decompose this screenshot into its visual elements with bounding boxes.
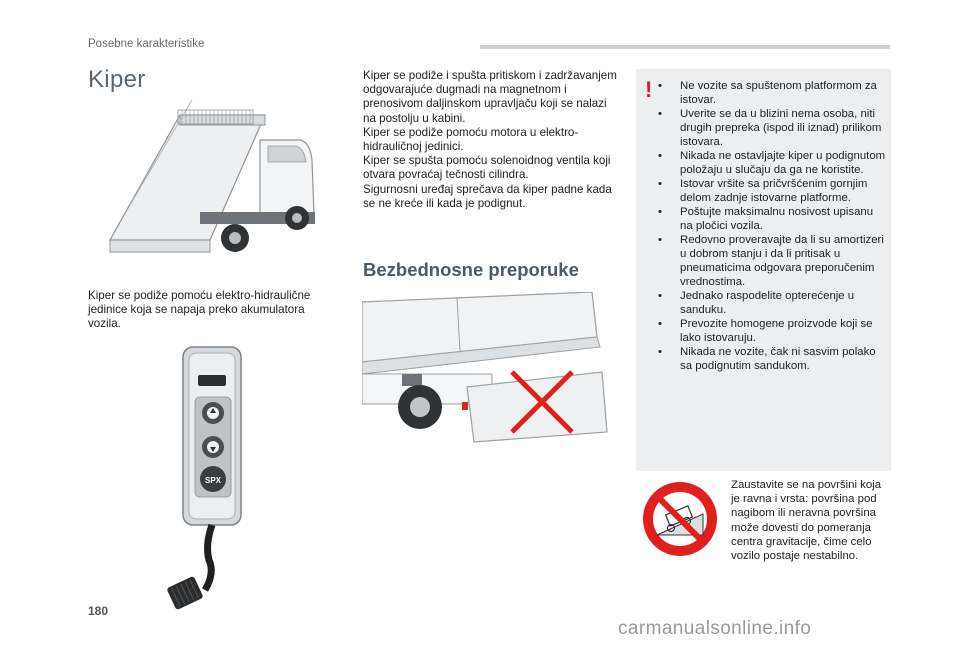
bullet-icon: • bbox=[658, 178, 662, 190]
list-item bbox=[656, 205, 888, 233]
watermark: carmanualsonline.info bbox=[618, 618, 812, 639]
description-paragraph: Sigurnosni uređaj sprečava da kiper padne kada se ne kreće ili kada je podignut. bbox=[363, 182, 612, 210]
tipper-description bbox=[363, 69, 618, 211]
header-divider bbox=[480, 45, 890, 49]
warning-text: Poštujte maksimalnu nosivost upisanu na pločici vozila. bbox=[680, 206, 874, 232]
bullet-icon: • bbox=[658, 346, 662, 358]
page-title: Kiper bbox=[88, 66, 146, 93]
description-paragraph: Kiper se podiže i spušta pritiskom i zadržavanjem odgovarajuće dugmadi na magnetnom i prenosivom daljinskom upravljaču koji se nalazi na postolju u kabini. bbox=[363, 69, 617, 125]
bullet-icon: • bbox=[658, 150, 662, 162]
bullet-icon: • bbox=[658, 80, 662, 92]
bullet-icon: • bbox=[658, 318, 662, 330]
bullet-icon: • bbox=[658, 234, 662, 246]
list-item bbox=[656, 233, 888, 289]
section-header: Posebne karakteristike bbox=[88, 38, 205, 50]
list-item bbox=[656, 289, 888, 317]
tipper-caption: Kiper se podiže pomoću elektro-hidraulične jedinice koja se napaja preko akumulatora vozila. bbox=[88, 289, 311, 331]
list-item bbox=[656, 317, 888, 345]
safety-warning-list bbox=[656, 79, 888, 373]
list-item bbox=[656, 107, 888, 149]
description-paragraph: Kiper se spušta pomoću solenoidnog ventila koji otvara povraćaj tečnosti cilindra. bbox=[363, 154, 611, 182]
slope-note: Zaustavite se na površini koja je ravna i vrsta: površina pod nagibom ili neravna površina može dovesti do pomeranja centra gravitacije, čime celo vozilo postaje nestabilno. bbox=[731, 479, 882, 563]
bullet-icon: • bbox=[658, 108, 662, 120]
description-paragraph: Kiper se podiže pomoću motora u elektro-hidrauličnoj jedinici. bbox=[363, 125, 579, 154]
warning-text: Redovno proveravajte da li su amortizeri u dobrom stanju i da li pritisak u pneumaticima odgovara preporučenim vrednostima. bbox=[680, 234, 884, 288]
list-item bbox=[656, 149, 888, 177]
warning-text: Jednako raspodelite opterećenje u sanduku. bbox=[680, 290, 855, 316]
tipper-truck-illustration bbox=[100, 100, 325, 270]
safety-heading: Bezbednosne preporuke bbox=[363, 259, 579, 280]
warning-text: Uverite se da u blizini nema osoba, niti drugih prepreka (ispod ili iznad) prilikom istovara. bbox=[680, 108, 882, 148]
bullet-icon: • bbox=[658, 290, 662, 302]
remote-brand-label: SPX bbox=[204, 476, 222, 485]
warning-text: Nikada ne ostavljajte kiper u podignutom položaju u slučaju da ga ne koristite. bbox=[680, 150, 886, 176]
incorrect-usage-illustration bbox=[362, 292, 612, 464]
no-slope-parking-icon bbox=[641, 480, 719, 558]
warning-text: Ne vozite sa spuštenom platformom za istovar. bbox=[680, 80, 877, 106]
page-number: 180 bbox=[88, 604, 109, 618]
list-item bbox=[656, 79, 888, 107]
warning-icon: ! bbox=[645, 77, 653, 102]
warning-text: Istovar vršite sa pričvršćenim gornjim delom zadnje istovarne platforme. bbox=[680, 178, 868, 204]
bullet-icon: • bbox=[658, 206, 662, 218]
list-item bbox=[656, 345, 888, 373]
warning-text: Nikada ne vozite, čak ni sasvim polako sa podignutim sandukom. bbox=[680, 346, 876, 372]
remote-control-illustration bbox=[165, 345, 255, 615]
warning-text: Prevozite homogene proizvode koji se lako istovaruju. bbox=[680, 318, 873, 344]
list-item bbox=[656, 177, 888, 205]
